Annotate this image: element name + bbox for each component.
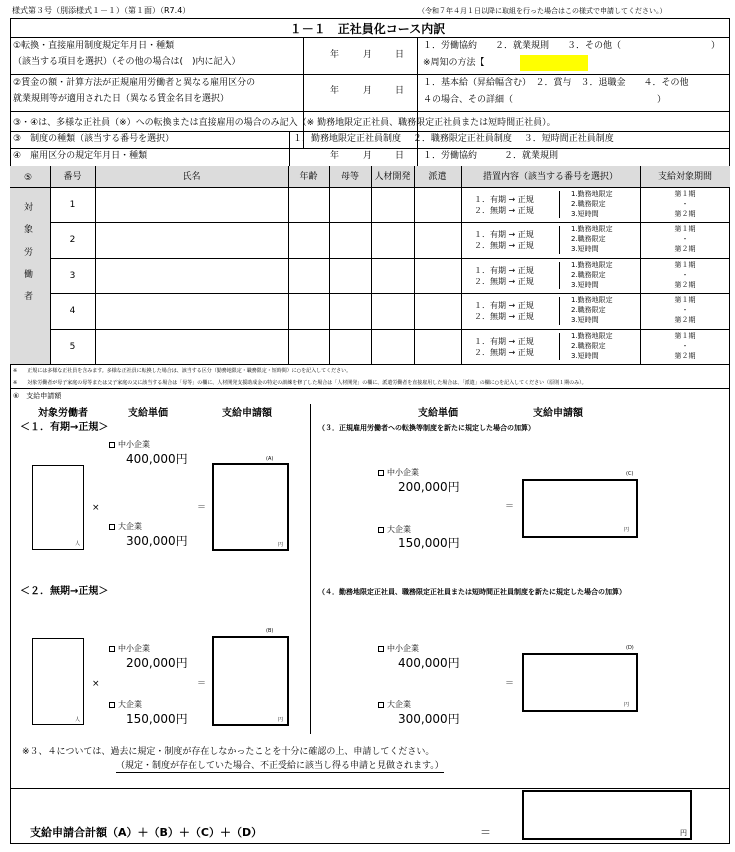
person-unit: 人	[75, 541, 81, 547]
total-label: 支給申請合計額（A）＋（B）＋（C）＋（D）	[30, 826, 263, 839]
row2-label1: ②賃金の額・計算方法が正規雇用労働者と異なる雇用区分の	[13, 78, 256, 88]
yen-unit: 円	[624, 527, 630, 533]
dispatch-field[interactable]	[415, 188, 460, 221]
row5-label: ④ 雇用区分の規定年月日・種類	[13, 151, 148, 161]
measure-option-1[interactable]: １．有期 → 正規	[474, 230, 534, 240]
times-sign: ×	[92, 679, 100, 689]
yen-unit: 円	[278, 542, 284, 548]
col-name: 氏名	[182, 172, 201, 182]
period-dot: ・	[681, 341, 689, 350]
period-dot: ・	[681, 200, 689, 208]
mark-d: (D)	[626, 645, 634, 651]
col-hrd: 人材開発	[374, 172, 411, 182]
mother-field[interactable]	[330, 188, 370, 221]
period-dot: ・	[681, 306, 689, 315]
col-measure: 措置内容（該当する番号を選択）	[482, 172, 618, 182]
case3-sme-checkbox[interactable]	[378, 470, 384, 476]
hdr-amount-left: 支給申請額	[222, 408, 272, 419]
col-period: 支給対象期間	[657, 172, 712, 182]
limit-option-2[interactable]: 2.職務限定	[571, 235, 606, 244]
case3-sme-amount: 200,000円	[398, 480, 460, 494]
limit-option-1[interactable]: 1.勤務地限定	[571, 225, 613, 234]
hrd-field[interactable]	[372, 330, 413, 363]
name-field[interactable]	[96, 188, 287, 221]
name-field[interactable]	[96, 223, 287, 256]
period-dot: ・	[681, 235, 689, 244]
case2-sme-label: 中小企業	[109, 644, 150, 654]
mark-a: (A)	[266, 456, 274, 462]
hdr-unit-left: 支給単価	[128, 408, 168, 419]
limit-option-2[interactable]: 2.職務限定	[571, 270, 606, 279]
page-title: １－１ 正社員化コース内訳	[289, 22, 446, 36]
dispatch-field[interactable]	[415, 294, 460, 327]
row5-month[interactable]: 月	[363, 151, 373, 161]
row5-day[interactable]: 日	[395, 151, 405, 161]
row1-label1: ①転換・直接雇用制度規定年月日・種類	[13, 41, 175, 51]
notice-method-input[interactable]	[520, 55, 588, 71]
period-2[interactable]: 第２期	[674, 210, 696, 218]
row-number: 3	[69, 270, 76, 281]
hdr-amount-right: 支給申請額	[533, 408, 583, 419]
row2-label2: 就業規則等が適用された日（異なる賃金名目を選択）	[13, 94, 230, 104]
section5-char-1: 対	[24, 203, 34, 213]
age-field[interactable]	[289, 259, 328, 292]
hrd-field[interactable]	[372, 294, 413, 327]
name-field[interactable]	[96, 294, 287, 327]
row1-year[interactable]: 年	[330, 50, 340, 60]
row2-year[interactable]: 年	[330, 86, 340, 96]
name-field[interactable]	[96, 259, 287, 292]
hrd-field[interactable]	[372, 188, 413, 221]
row1-month[interactable]: 月	[363, 50, 373, 60]
col-mother: 母等	[340, 172, 359, 182]
case2-large-amount: 150,000円	[126, 712, 188, 726]
row-number: 2	[69, 235, 76, 246]
header-note: （令和７年４月１日以降に取組を行った場合はこの様式で申請してください。）	[418, 7, 667, 15]
period-1[interactable]: 第１期	[674, 296, 696, 305]
period-1[interactable]: 第１期	[674, 190, 696, 198]
period-2[interactable]: 第２期	[674, 245, 696, 254]
measure-option-2[interactable]: ２．無期 → 正規	[474, 241, 534, 251]
mother-field[interactable]	[330, 259, 370, 292]
case1-label: ＜１．有期→正規＞	[20, 422, 109, 433]
mark-b: (B)	[266, 628, 274, 634]
measure-option-2[interactable]: ２．無期 → 正規	[474, 206, 534, 215]
form-number: 様式第３号（別添様式１－１）（第１面）（R7.4）	[12, 6, 191, 15]
hdr-unit-right: 支給単価	[418, 408, 458, 419]
footnote-1: ※ 正規には多様な正社員を含みます。多様な正社員に転換した場合は、該当する区分（勤務地限定・職務限定・短時間）に○を記入してください。	[13, 368, 352, 374]
case2-sme-checkbox[interactable]	[109, 646, 115, 652]
period-dot: ・	[681, 270, 689, 279]
limit-option-3[interactable]: 3.短時間	[571, 210, 599, 218]
row1-label2: （該当する項目を選択）（その他の場合は( )内に記入）	[13, 57, 241, 67]
case3-label: （３．正規雇用労働者への転換等制度を新たに規定した場合の加算）	[318, 424, 535, 432]
measure-option-1[interactable]: １．有期 → 正規	[474, 336, 534, 346]
case1-large-checkbox[interactable]	[109, 524, 115, 530]
period-1[interactable]: 第１期	[674, 260, 696, 269]
case3-large-label: 大企業	[378, 525, 411, 535]
period-2[interactable]: 第２期	[674, 316, 696, 325]
limit-option-2[interactable]: 2.職務限定	[571, 306, 606, 315]
measure-option-1[interactable]: １．有期 → 正規	[474, 265, 534, 275]
limit-option-2[interactable]: 2.職務限定	[571, 341, 606, 350]
case4-sme-label: 中小企業	[378, 644, 419, 654]
col-number: 番号	[63, 172, 82, 182]
section5-char-4: 働	[24, 270, 34, 280]
equals-sign: ＝	[505, 502, 515, 512]
row2-month[interactable]: 月	[363, 86, 373, 96]
case1-sme-label: 中小企業	[109, 440, 150, 450]
row4-label: ③ 制度の種類（該当する番号を選択）	[13, 134, 175, 144]
case1-large-amount: 300,000円	[126, 534, 188, 548]
case1-large-label: 大企業	[109, 522, 142, 532]
row1-notice: ※周知の方法【	[423, 58, 485, 68]
case4-large-checkbox[interactable]	[378, 702, 384, 708]
section5-number: ⑤	[24, 173, 33, 183]
person-unit: 人	[75, 717, 81, 723]
yen-unit: 円	[624, 702, 630, 708]
col-dispatch: 派遣	[428, 172, 447, 182]
row2-detail[interactable]: ４の場合、その詳細（ ）	[423, 95, 667, 105]
row5-year[interactable]: 年	[330, 151, 340, 161]
mother-field[interactable]	[330, 294, 370, 327]
period-1[interactable]: 第１期	[674, 225, 696, 234]
row3-note: ③・④は、多様な正社員（※）への転換または直接雇用の場合のみ記入（※ 勤務地限定正社員、職務限定正社員または短時間正社員）。	[13, 118, 556, 128]
equals-sign: ＝	[505, 679, 515, 689]
equals-sign: ＝	[197, 503, 207, 513]
case4-label: （４．勤務地限定正社員、職務限定正社員または短時間正社員制度を新たに規定した場合の加算）	[318, 588, 626, 596]
amount-c-field[interactable]	[522, 479, 638, 538]
case2-label: ＜２．無期→正規＞	[20, 586, 109, 597]
limit-option-1[interactable]: 1.勤務地限定	[571, 296, 613, 305]
case4-sme-checkbox[interactable]	[378, 646, 384, 652]
dispatch-field[interactable]	[415, 223, 460, 256]
total-equals: ＝	[480, 826, 491, 839]
row-number: 4	[69, 306, 76, 317]
age-field[interactable]	[289, 188, 328, 221]
row4-options[interactable]: １．勤務地限定正社員制度 ２．職務限定正社員制度 ３．短時間正社員制度	[293, 134, 614, 144]
row1-day[interactable]: 日	[395, 50, 405, 60]
mark-c: (C)	[626, 471, 634, 477]
limit-option-1[interactable]: 1.勤務地限定	[571, 190, 613, 198]
case3-large-checkbox[interactable]	[378, 527, 384, 533]
mother-field[interactable]	[330, 223, 370, 256]
section6-label: ⑥ 支給申請額	[13, 392, 62, 400]
times-sign: ×	[92, 503, 100, 513]
period-2[interactable]: 第２期	[674, 280, 696, 289]
case1-sme-checkbox[interactable]	[109, 442, 115, 448]
limit-option-3[interactable]: 3.短時間	[571, 280, 599, 289]
note-2: （規定・制度が存在していた場合、不正受給に該当し得る申請と見做されます。）	[116, 761, 444, 771]
measure-option-1[interactable]: １．有期 → 正規	[474, 301, 534, 311]
mother-field[interactable]	[330, 330, 370, 363]
case1-worker-count[interactable]	[32, 465, 84, 550]
hrd-field[interactable]	[372, 223, 413, 256]
measure-option-2[interactable]: ２．無期 → 正規	[474, 347, 534, 357]
row-number: 1	[69, 200, 76, 210]
amount-b-field[interactable]	[212, 636, 289, 726]
footnote-2: ※ 対象労働者が母子家庭の母等または父子家庭の父に該当する場合は「母等」の欄に、人材開発支援助成金の特定の訓練を修了した場合は「人材開発」の欄に、派遣労働者を直接雇用した場合は、「派遣」の欄に○を記入してください（原則１期のみ）。	[13, 380, 587, 386]
limit-option-3[interactable]: 3.短時間	[571, 351, 599, 360]
case4-large-label: 大企業	[378, 700, 411, 710]
age-field[interactable]	[289, 294, 328, 327]
hdr-worker: 対象労働者	[38, 408, 88, 419]
limit-option-2[interactable]: 2.職務限定	[571, 200, 606, 208]
yen-unit: 円	[278, 717, 284, 723]
period-1[interactable]: 第１期	[674, 331, 696, 340]
equals-sign: ＝	[197, 679, 207, 689]
case2-large-label: 大企業	[109, 700, 142, 710]
case2-large-checkbox[interactable]	[109, 702, 115, 708]
amount-d-field[interactable]	[522, 653, 638, 712]
total-amount-field[interactable]	[522, 790, 692, 840]
dispatch-field[interactable]	[415, 259, 460, 292]
col-age: 年齢	[299, 172, 318, 182]
limit-option-3[interactable]: 3.短時間	[571, 245, 599, 254]
amount-a-field[interactable]	[212, 463, 289, 551]
section5-char-5: 者	[24, 292, 34, 302]
row2-day[interactable]: 日	[395, 86, 405, 96]
case4-large-amount: 300,000円	[398, 712, 460, 726]
limit-option-3[interactable]: 3.短時間	[571, 316, 599, 325]
case3-sme-label: 中小企業	[378, 468, 419, 478]
case3-large-amount: 150,000円	[398, 536, 460, 550]
name-field[interactable]	[96, 330, 287, 363]
note-1: ※３、４については、過去に規定・制度が存在しなかったことを十分に確認の上、申請してください。	[22, 747, 435, 757]
case1-sme-amount: 400,000円	[126, 452, 188, 466]
total-yen: 円	[680, 829, 687, 837]
row-number: 5	[69, 341, 76, 352]
limit-option-1[interactable]: 1.勤務地限定	[571, 260, 613, 269]
row1-options[interactable]: １．労働協約 ２．就業規則 ３．その他（ ）	[423, 41, 721, 51]
dispatch-field[interactable]	[415, 330, 460, 363]
period-2[interactable]: 第２期	[674, 351, 696, 360]
measure-option-2[interactable]: ２．無期 → 正規	[474, 312, 534, 322]
case2-worker-count[interactable]	[32, 638, 84, 725]
age-field[interactable]	[289, 330, 328, 363]
case4-sme-amount: 400,000円	[398, 656, 460, 670]
case2-sme-amount: 200,000円	[126, 656, 188, 670]
row5-options[interactable]: １．労働協約 ２．就業規則	[423, 151, 559, 161]
measure-option-2[interactable]: ２．無期 → 正規	[474, 276, 534, 286]
section5-char-2: 象	[24, 225, 34, 235]
measure-option-1[interactable]: １．有期 → 正規	[474, 195, 534, 204]
row2-options[interactable]: １．基本給（昇給幅含む） ２．賞与 ３．退職金 ４．その他	[423, 78, 689, 88]
limit-option-1[interactable]: 1.勤務地限定	[571, 331, 613, 340]
section5-char-3: 労	[24, 248, 34, 258]
hrd-field[interactable]	[372, 259, 413, 292]
age-field[interactable]	[289, 223, 328, 256]
